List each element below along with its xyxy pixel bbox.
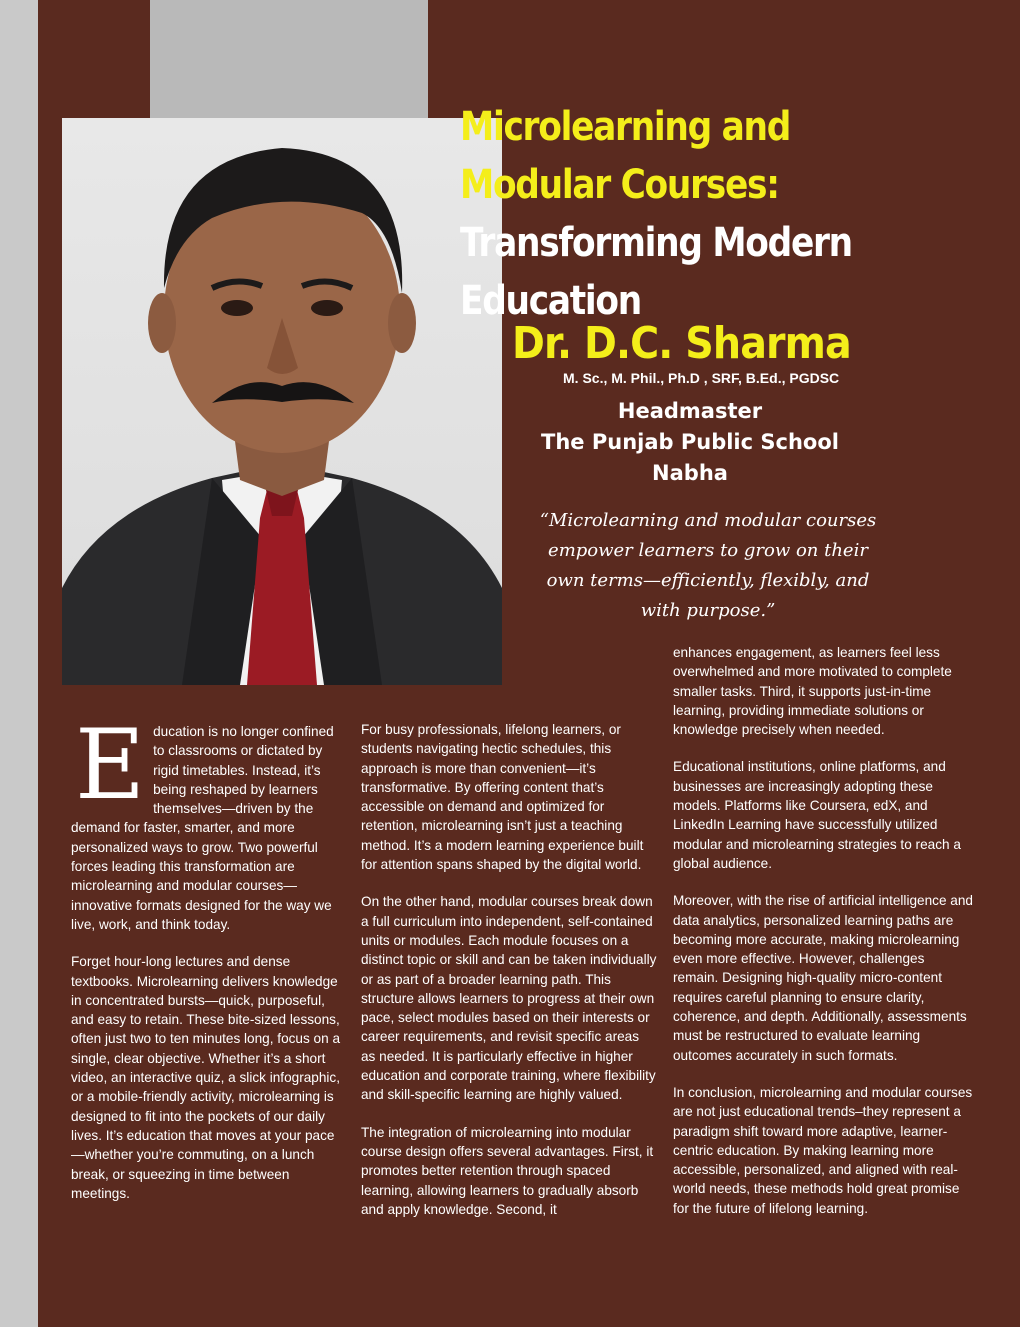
paragraph-2: Forget hour-long lectures and dense textbooks. Microlearning delivers knowledge in concentrated bursts—quick, purposeful, and easy to retain. These bite-sized lessons, often just two to ten minutes long, focus on a single, clear objective. Whether it’s a short video, an interactive quiz, a slick infographic, or a mobile-friendly activity, microlearning is designed to fit into the pockets of our daily lives. It’s education that moves at your pace—whether you’re commuting, on a lunch break, or squeezing in time between meetings. — [71, 954, 341, 1201]
article-column-2 — [361, 720, 657, 1237]
author-role: Headmaster — [617, 399, 763, 423]
paragraph-4: On the other hand, modular courses break down a full curriculum into independent, self-contained units or modules. Each module focuses on a distinct topic or skill and can be taken individually or as part of a broader learning path. This structure allows learners to progress at their own pace, select modules based on their interests or career requirements, and revisit specific areas as needed. It is particularly effective in higher education and corporate training, where flexibility and skill-specific learning are highly valued. — [361, 894, 657, 1103]
author-location: Nabha — [652, 461, 728, 485]
author-name: Dr. D.C. Sharma — [512, 318, 851, 369]
paragraph-6: enhances engagement, as learners feel less overwhelmed and more motivated to complete smaller tasks. Third, it supports just-in-time learning, providing immediate solutions or knowledge precisely when needed. — [673, 645, 952, 738]
article-column-3 — [673, 643, 973, 1236]
title-line-4: Education — [460, 278, 641, 324]
magazine-page — [38, 0, 1020, 1327]
author-school: The Punjab Public School — [541, 430, 839, 454]
paragraph-7: Educational institutions, online platforms, and businesses are increasingly adopting these models. Platforms like Coursera, edX, and LinkedIn Learning have successfully utilized modular and microlearning strategies to reach a global audience. — [673, 759, 961, 871]
paragraph-9: In conclusion, microlearning and modular courses are not just educational trends–they represent a paradigm shift toward more adaptive, learner-centric education. By making learning more accessible, personalized, and aligned with real-world needs, these methods hold great promise for the future of lifelong learning. — [673, 1084, 973, 1216]
author-credentials: M. Sc., M. Phil., Ph.D , SRF, B.Ed., PGDSC — [563, 370, 840, 386]
paragraph-3: For busy professionals, lifelong learners, or students navigating hectic schedules, this approach is more than convenient—it’s transformative. By offering content that’s accessible on demand and optimized for retention, microlearning isn’t just a teaching method. It’s a modern learning experience built for attention spans shaped by the digital world. — [361, 722, 644, 873]
author-role-block — [498, 396, 882, 489]
pull-quote: “Microlearning and modular courses empower learners to grow on their own terms—efficiently, flexibly, and with purpose.” — [539, 510, 877, 621]
article-column-1 — [71, 709, 347, 1221]
drop-cap: E — [75, 709, 146, 821]
title-line-3: Transforming Modern — [460, 220, 852, 266]
paragraph-8: Moreover, with the rise of artificial intelligence and data analytics, personalized learning paths are becoming more accurate, making microlearning even more effective. However, challenges remain. Designing high-quality micro-content requires careful planning to ensure clarity, coherence, and depth. Additionally, assessments must be restructured to evaluate learning outcomes accurately in such formats. — [673, 893, 973, 1063]
paragraph-5: The integration of microlearning into modular course design offers several advantages. First, it promotes better retention through spaced learning, allowing learners to gradually absorb and apply knowledge. Second, it — [361, 1124, 654, 1217]
title-line-2: Modular Courses: — [460, 162, 779, 208]
article-title — [460, 98, 924, 330]
author-portrait — [62, 118, 502, 685]
portrait-icon — [62, 118, 502, 685]
paragraph-1: Education is no longer confined to classrooms or dictated by rigid timetables. Instead, it’s being reshaped by learners themselves—driven by the demand for faster, smarter, and more personalized ways to grow. Two powerful forces leading this transformation are microlearning and modular courses—innovative formats designed for the way we live, work, and think today. — [71, 709, 334, 932]
title-line-1: Microlearning and — [460, 104, 791, 150]
